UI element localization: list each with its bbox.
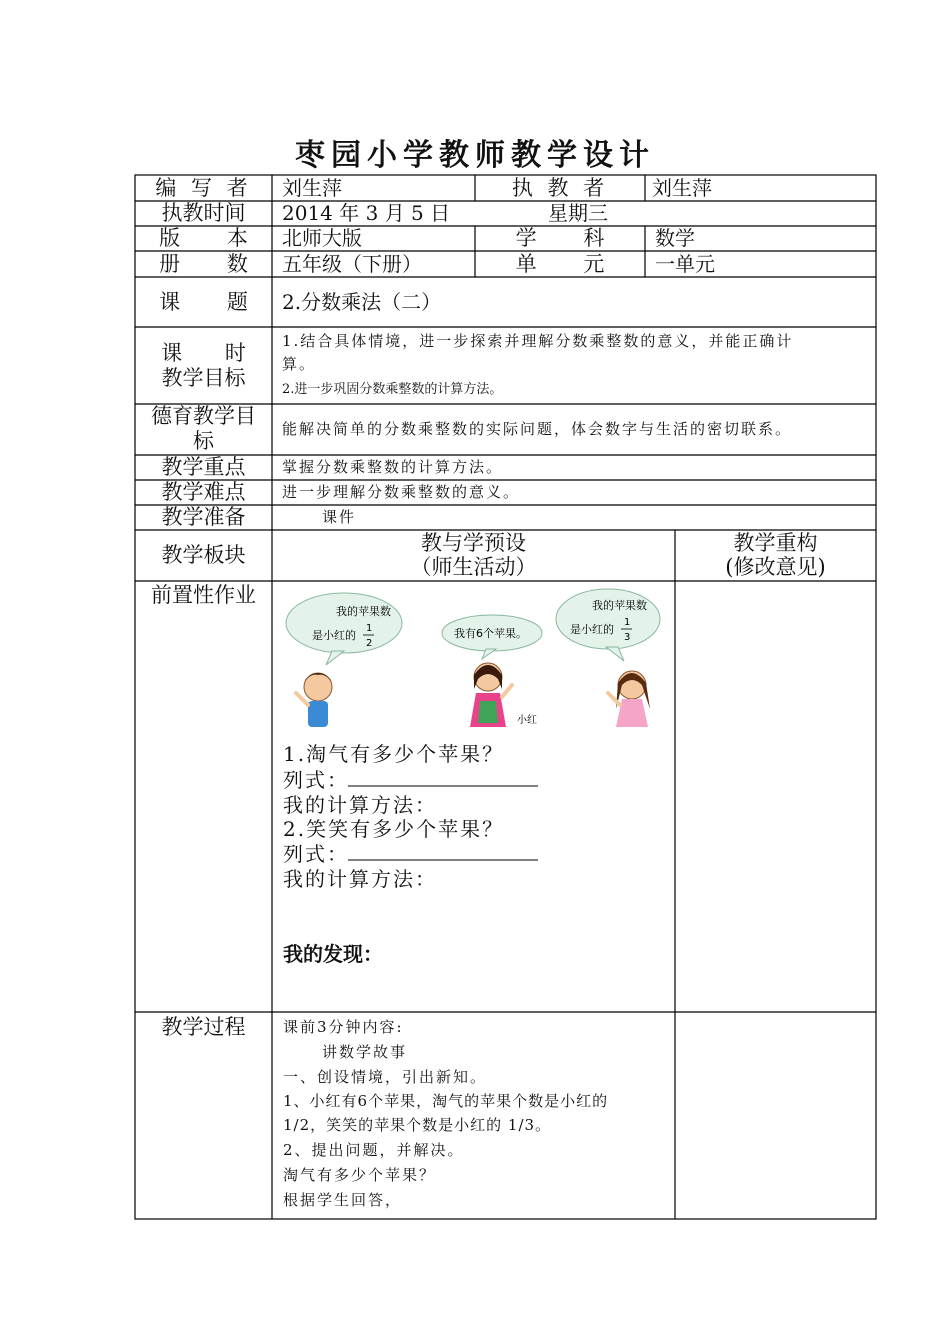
bubble-left-denominator: 2 (366, 638, 373, 649)
volume-label: 册 数 (159, 252, 248, 276)
question-2: 2.笑笑有多少个苹果？ (283, 817, 505, 841)
goal-1-cont: 算。 (282, 355, 317, 373)
girl-name-label: 小红 (517, 715, 537, 726)
formula-label-2: 列式： (283, 842, 349, 866)
bubble-left-numerator: 1 (366, 623, 373, 634)
bubble-right-line2: 是小红的 (570, 623, 614, 636)
design-column-header: 教与学预设 (421, 531, 526, 555)
process-line: 2、提出问题，并解决。 (283, 1141, 465, 1159)
bubble-left-line2: 是小红的 (312, 629, 356, 642)
goal-1: 1.结合具体情境，进一步探索并理解分数乘整数的意义，并能正确计 (282, 332, 794, 350)
difficulty-value: 进一步理解分数乘整数的意义。 (282, 483, 521, 501)
moral-label-line2: 标 (193, 429, 214, 453)
unit-label: 单 元 (515, 252, 605, 276)
question-1: 1.淘气有多少个苹果？ (283, 742, 505, 766)
girl-character-right (608, 671, 650, 727)
goal-2: 2.进一步巩固分数乘整数的计算方法。 (282, 382, 503, 397)
author-value: 刘生萍 (282, 176, 342, 200)
process-label: 教学过程 (161, 1015, 246, 1039)
bubble-right-line1: 我的苹果数 (592, 599, 647, 612)
block-column-header: 教学板块 (161, 543, 246, 567)
speech-bubble-left (286, 593, 402, 665)
key-label: 教学重点 (161, 455, 246, 479)
process-line: 讲数学故事 (322, 1043, 408, 1061)
speech-bubble-right (556, 589, 660, 661)
speech-bubble-middle (442, 615, 542, 659)
process-line: 一、创设情境，引出新知。 (283, 1068, 488, 1086)
weekday-value: 星期三 (548, 201, 608, 225)
edition-label: 版 本 (159, 226, 248, 250)
process-line: 1、小红有6个苹果，淘气的苹果个数是小红的 (283, 1092, 609, 1110)
bubble-middle-text: 我有6个苹果。 (454, 627, 527, 640)
time-label: 执教时间 (161, 201, 246, 225)
goals-label-line1: 课 时 (161, 341, 246, 365)
rebuild-column-header: 教学重构 (733, 531, 818, 555)
time-value: 2014 年 3 月 5 日 (282, 201, 451, 225)
topic-value: 2.分数乘法（二） (282, 290, 442, 314)
process-line: 课前3分钟内容: (283, 1018, 404, 1036)
formula-label-1: 列式： (283, 768, 349, 792)
document-title: 枣园小学教师教学设计 (295, 138, 655, 173)
prep-label: 教学准备 (161, 505, 246, 529)
teacher-value: 刘生萍 (652, 176, 712, 200)
subject-label: 学 科 (515, 226, 605, 250)
moral-value: 能解决简单的分数乘整数的实际问题，体会数字与生活的密切联系。 (282, 420, 793, 438)
apple-story-illustration (274, 585, 674, 735)
method-label-2: 我的计算方法： (283, 867, 437, 891)
method-label-1: 我的计算方法： (283, 793, 437, 817)
process-line: 1/2，笑笑的苹果个数是小红的 1/3。 (283, 1116, 552, 1134)
process-line: 根据学生回答， (283, 1191, 403, 1209)
bubble-left-line1: 我的苹果数 (336, 605, 391, 618)
bubble-right-denominator: 3 (624, 632, 631, 643)
moral-label-line1: 德育教学目 (151, 404, 256, 428)
key-value: 掌握分数乘整数的计算方法。 (282, 458, 504, 476)
unit-value: 一单元 (655, 252, 715, 276)
volume-value: 五年级（下册） (282, 252, 422, 276)
subject-value: 数学 (655, 226, 695, 250)
homework-label: 前置性作业 (151, 583, 256, 607)
discovery-label: 我的发现： (283, 942, 383, 966)
process-line: 淘气有多少个苹果？ (283, 1166, 437, 1184)
rebuild-column-subheader: (修改意见) (725, 555, 826, 579)
boy-character-left (296, 673, 332, 727)
teacher-label: 执 教 者 (511, 176, 609, 200)
goals-label-line2: 教学目标 (161, 366, 246, 390)
prep-value: 课件 (322, 508, 357, 526)
bubble-right-numerator: 1 (624, 617, 631, 628)
topic-label: 课 题 (159, 290, 248, 314)
edition-value: 北师大版 (282, 226, 362, 250)
difficulty-label: 教学难点 (161, 480, 246, 504)
girl-character-xiaohong (470, 663, 512, 727)
author-label: 编 写 者 (155, 176, 252, 200)
design-column-subheader: （师生活动） (410, 555, 537, 579)
